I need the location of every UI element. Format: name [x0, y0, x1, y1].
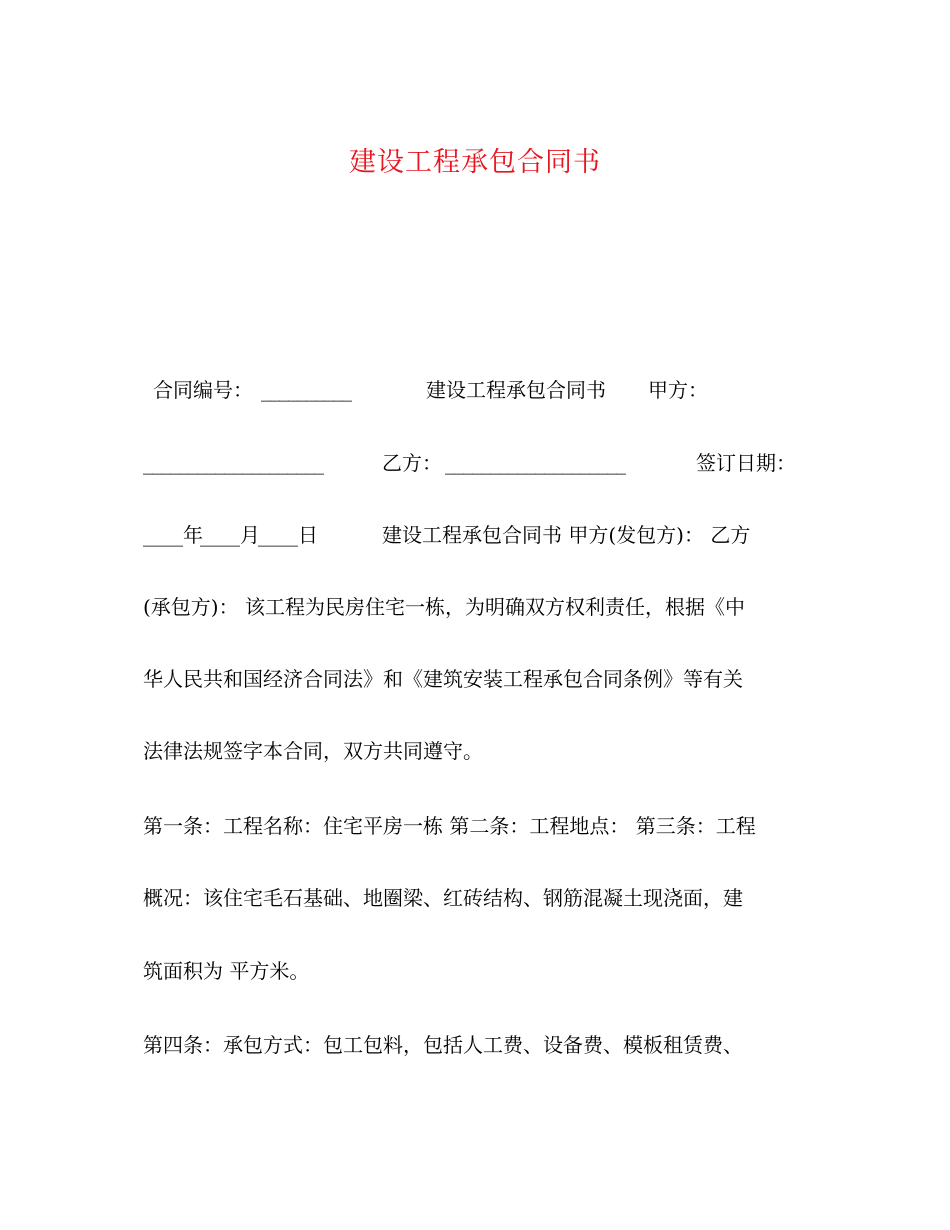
contract-number-label: 合同编号：	[153, 378, 253, 402]
body-line-text: 概况：该住宅毛石基础、地圈梁、红砖结构、钢筋混凝土现浇面，建	[143, 886, 743, 910]
body-line-text: 第一条：工程名称：住宅平房一栋 第二条：工程地点： 第三条：工程	[143, 814, 756, 838]
month-blank: ____月	[200, 523, 260, 547]
body-line	[143, 587, 813, 627]
body-line-text: (承包方)： 该工程为民房住宅一栋，为明确双方权利责任，根据《中	[143, 595, 745, 619]
header-line-2	[143, 443, 813, 483]
body-line	[143, 1025, 813, 1065]
body-line	[143, 731, 813, 771]
header-line-1	[143, 370, 813, 410]
party-a-label: 甲方：	[648, 378, 708, 402]
contract-number-blank: __________	[261, 378, 351, 402]
body-line: 建设工程承包合同书 甲方(发包方)： 乙方	[382, 523, 751, 547]
day-blank: ____日	[258, 523, 318, 547]
subtitle: 建设工程承包合同书	[426, 378, 606, 402]
body-line	[143, 659, 813, 699]
body-line-text: 华人民共和国经济合同法》和《建筑安装工程承包合同条例》等有关	[143, 667, 743, 691]
party-b-label: 乙方：	[382, 451, 442, 475]
year-blank: ____年	[143, 523, 203, 547]
body-line-text: 法律法规签字本合同，双方共同遵守。	[143, 739, 483, 763]
body-line-text: 第四条：承包方式：包工包料，包括人工费、设备费、模板租赁费、	[143, 1033, 743, 1057]
party-a-blank: ____________________	[143, 451, 323, 475]
body-line-text: 筑面积为 平方米。	[143, 959, 310, 983]
party-b-blank: ____________________	[445, 451, 625, 475]
body-line	[143, 878, 813, 918]
sign-date-label: 签订日期：	[696, 451, 796, 475]
header-line-3	[143, 515, 813, 555]
document-title: 建设工程承包合同书	[349, 147, 601, 178]
body-line	[143, 951, 813, 991]
body-line	[143, 806, 813, 846]
